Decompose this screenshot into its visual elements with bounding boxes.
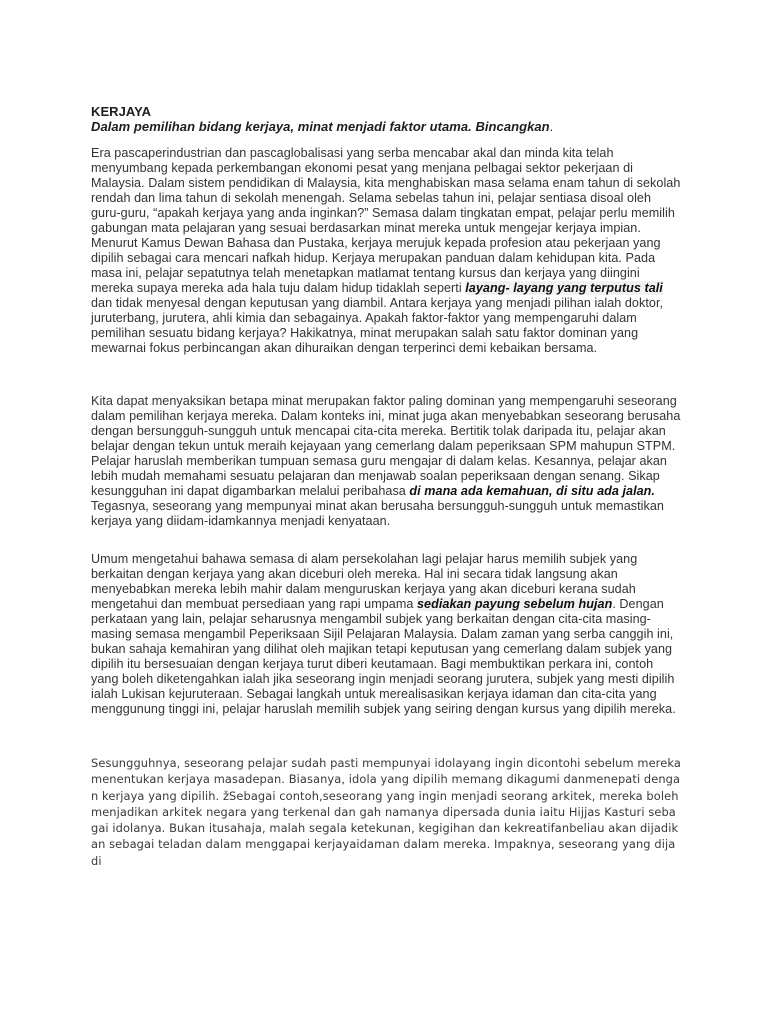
document-title: KERJAYA xyxy=(91,104,152,119)
paragraph-proverb: layang- layang yang terputus tali xyxy=(465,281,663,295)
paragraph-text: Era pascaperindustrian dan pascaglobalisasi yang serba mencabar akal dan minda kita telah menyumbang kepada perkembangan ekonomi pesat yang menjana pelbagai sektor pekerjaan di Malaysia. Dalam sistem pendidikan di Malaysia, kita menghabiskan masa selama enam tahun di sekolah rendah dan lima tahun di sekolah menengah. Selama sebelas tahun ini, pelajar sentiasa disoal oleh guru-guru, “apakah kerjaya yang anda inginkan?” Semasa dalam tingkatan empat, pelajar perlu memilih gabungan mata pelajaran yang sesuai berdasarkan minat mereka untuk mengejar kerjaya impian. Menurut Kamus Dewan Bahasa dan Pustaka, kerjaya merujuk kepada profesion atau pekerjaan yang dipilih sebagai cara mencari nafkah hidup. Kerjaya merupakan panduan dalam kehidupan kita. Pada masa ini, pelajar sepatutnya telah menetapkan matlamat tentang kursus dan kerjaya yang diingini mereka supaya mereka ada hala tuju dalam hidup tidaklah seperti xyxy=(91,146,681,295)
paragraph-text: Kita dapat menyaksikan betapa minat merupakan faktor paling dominan yang mempengaruhi seseorang dalam pemilihan kerjaya mereka. Dalam konteks ini, minat juga akan menyebabkan seseorang berusaha dengan bersungguh-sungguh untuk mencapai cita-cita mereka. Bertitik tolak daripada itu, pelajar akan belajar dengan tekun untuk meraih kejayaan yang cemerlang dalam peperiksaan SPM mahupun STPM. Pelajar haruslah memberikan tumpuan semasa guru mengajar di dalam kelas. Kesannya, pelajar akan lebih mudah memahami sesuatu pelajaran dan menjawab soalan peperiksaan dengan senang. Sikap kesungguhan ini dapat digambarkan melalui peribahasa xyxy=(91,394,681,498)
paragraph-proverb: di mana ada kemahuan, di situ ada jalan. xyxy=(409,484,655,498)
paragraph-body-2 xyxy=(91,552,681,717)
paragraph-text: . Dengan perkataan yang lain, pelajar seharusnya mengambil subjek yang berkaitan dengan cita-cita masing-masing semasa mengambil Peperiksaan Sijil Pelajaran Malaysia. Dalam zaman yang serba canggih ini, bukan sahaja kemahiran yang dilihat oleh majikan tetapi keputusan yang cemerlang dalam subjek yang dipilih itu bersesuaian dengan kerjaya turut diberi keutamaan. Bagi membuktikan perkara ini, contoh yang boleh diketengahkan ialah jika seseorang ingin menjadi seorang jurutera, subjek yang mesti dipilih ialah Lukisan kejuruteraan. Sebagai langkah untuk merealisasikan kerjaya idaman dan cita-cita yang menggunung tinggi ini, pelajar haruslah memilih subjek yang seiring dengan kursus yang dipilih mereka. xyxy=(91,597,676,716)
document-body xyxy=(91,104,681,869)
paragraph-text: dan tidak menyesal dengan keputusan yang diambil. Antara kerjaya yang menjadi pilihan ialah doktor, juruterbang, jurutera, ahli kimia dan sebagainya. Apakah faktor-faktor yang mempengaruhi dalam pemilihan sesuatu bidang kerjaya? Hakikatnya, minat merupakan salah satu faktor dominan yang mewarnai fokus perbincangan akan dihuraikan dengan terperinci demi kebaikan bersama. xyxy=(91,296,664,355)
paragraph-introduction xyxy=(91,146,681,356)
essay-question-end: . xyxy=(549,119,554,134)
paragraph-body-3: Sesungguhnya, seseorang pelajar sudah pasti mempunyai idolayang ingin dicontohi sebelum mereka menentukan kerjaya masadepan. Biasanya, idola yang dipilih memang dikagumi danmenepati dengan kerjaya yang dipilih. žSebagai contoh,seseorang yang ingin menjadi seorang arkitek, mereka bolehmenjadikan arkitek negara yang terkenal dan gah namanya dipersada dunia iaitu Hijjas Kasturi sebagai idolanya. Bukan itusahaja, malah segala ketekunan, kegigihan dan kekreatifanbeliau akan dijadikan sebagai teladan dalam menggapai kerjayaidaman dalam mereka. Impaknya, seseorang yang dijadi xyxy=(91,756,681,868)
paragraph-text: Umum mengetahui bahawa semasa di alam persekolahan lagi pelajar harus memilih subjek yang berkaitan dengan kerjaya yang akan diceburi oleh mereka. Hal ini secara tidak langsung akan menyebabkan mereka lebih mahir dalam menguruskan kerjaya yang akan diceburi kerana sudah mengetahui dan membuat persediaan yang rapi umpama xyxy=(91,552,638,611)
paragraph-text: Tegasnya, seseorang yang mempunyai minat akan berusaha bersungguh-sungguh untuk memastikan kerjaya yang diidam-idamkannya menjadi kenyataan. xyxy=(91,499,664,528)
paragraph-proverb: sediakan payung sebelum hujan xyxy=(417,597,613,611)
paragraph-body-1 xyxy=(91,394,681,529)
essay-question xyxy=(91,119,681,134)
essay-question-text: Dalam pemilihan bidang kerjaya, minat menjadi faktor utama. Bincangkan xyxy=(91,119,550,134)
